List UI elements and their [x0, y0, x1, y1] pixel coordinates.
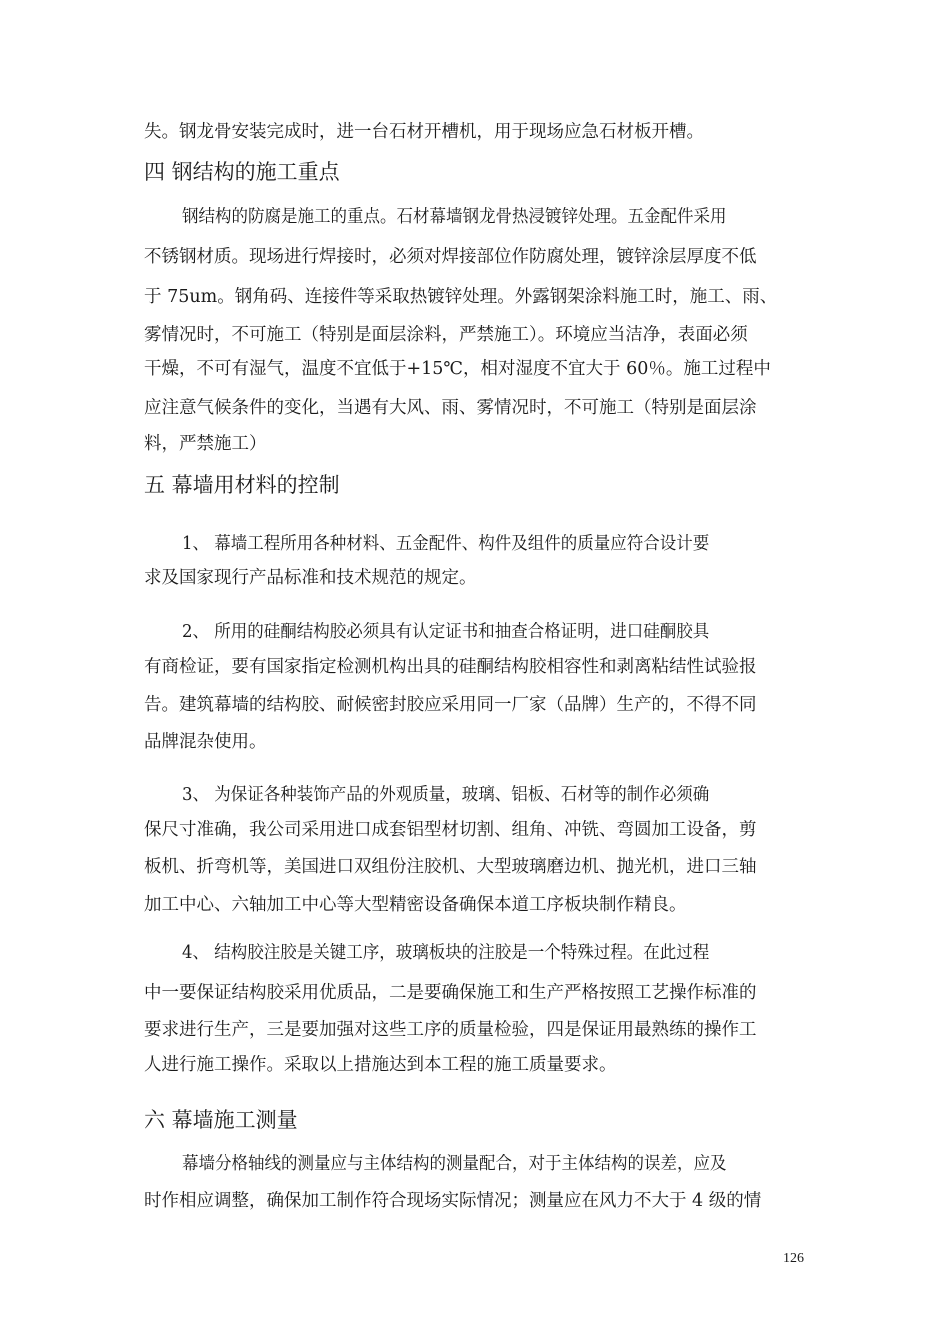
text-line: 不锈钢材质。现场进行焊接时，必须对焊接部位作防腐处理，镀锌涂层厚度不低 [144, 247, 757, 267]
list-item-line: 人进行施工操作。采取以上措施达到本工程的施工质量要求。 [144, 1055, 617, 1075]
list-item-line: 中一要保证结构胶采用优质品，二是要确保施工和生产严格按照工艺操作标准的 [144, 983, 757, 1003]
list-item-line: 3、 为保证各种装饰产品的外观质量，玻璃、铝板、石材等的制作必须确 [182, 785, 710, 805]
list-item-line: 2、 所用的硅酮结构胶必须具有认定证书和抽查合格证明，进口硅酮胶具 [182, 622, 710, 642]
list-item-line: 4、 结构胶注胶是关键工序，玻璃板块的注胶是一个特殊过程。在此过程 [182, 943, 710, 963]
list-item-line: 要求进行生产，三是要加强对这些工序的质量检验，四是保证用最熟练的操作工 [144, 1020, 757, 1040]
list-item-line: 板机、折弯机等，美国进口双组份注胶机、大型玻璃磨边机、抛光机，进口三轴 [144, 857, 757, 877]
text-line: 时作相应调整，确保加工制作符合现场实际情况；测量应在风力不大于 4 级的情 [144, 1191, 762, 1211]
list-item-line: 保尺寸准确，我公司采用进口成套铝型材切割、组角、冲铣、弯圆加工设备，剪 [144, 820, 757, 840]
section-heading-6: 六 幕墙施工测量 [144, 1108, 298, 1132]
text-line: 于 75um。钢角码、连接件等采取热镀锌处理。外露钢架涂料施工时，施工、雨、 [144, 287, 778, 307]
text-line: 幕墙分格轴线的测量应与主体结构的测量配合，对于主体结构的误差，应及 [182, 1154, 727, 1174]
text-line: 干燥，不可有湿气，温度不宜低于+15℃，相对湿度不宜大于 60％。施工过程中 [144, 359, 771, 379]
list-item-line: 告。建筑幕墙的结构胶、耐候密封胶应采用同一厂家（品牌）生产的，不得不同 [144, 695, 757, 715]
text-line: 失。钢龙骨安装完成时，进一台石材开槽机，用于现场应急石材板开槽。 [144, 122, 704, 142]
page-number: 126 [783, 1251, 804, 1266]
list-item-line: 品牌混杂使用。 [144, 732, 267, 752]
list-item-line: 有商检证，要有国家指定检测机构出具的硅酮结构胶相容性和剥离粘结性试验报 [144, 657, 757, 677]
section-heading-5: 五 幕墙用材料的控制 [144, 473, 340, 497]
list-item-line: 1、 幕墙工程所用各种材料、五金配件、构件及组件的质量应符合设计要 [182, 534, 710, 554]
list-item-line: 求及国家现行产品标准和技术规范的规定。 [144, 568, 477, 588]
text-line: 料，严禁施工） [144, 434, 267, 454]
section-heading-4: 四 钢结构的施工重点 [144, 160, 340, 184]
list-item-line: 加工中心、六轴加工中心等大型精密设备确保本道工序板块制作精良。 [144, 895, 687, 915]
text-line: 钢结构的防腐是施工的重点。石材幕墙钢龙骨热浸镀锌处理。五金配件采用 [182, 207, 727, 227]
text-line: 雾情况时，不可施工（特别是面层涂料，严禁施工）。环境应当洁净，表面必须 [144, 325, 748, 345]
text-line: 应注意气候条件的变化，当遇有大风、雨、雾情况时，不可施工（特别是面层涂 [144, 398, 757, 418]
